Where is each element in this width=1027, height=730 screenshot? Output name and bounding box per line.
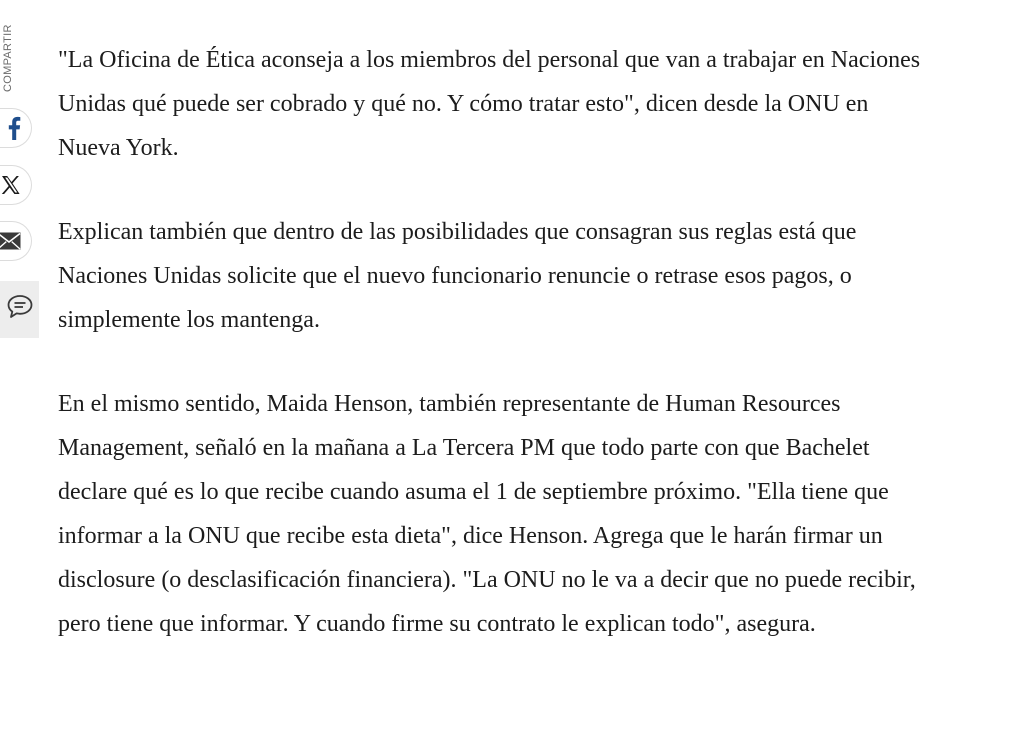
comment-icon (6, 294, 34, 325)
mail-icon (0, 232, 21, 250)
share-label: COMPARTIR (2, 24, 14, 92)
comments-button[interactable] (0, 281, 39, 338)
article-body (58, 38, 928, 686)
facebook-icon (7, 116, 21, 140)
share-x-button[interactable] (0, 165, 32, 205)
article-paragraph: "La Oficina de Ética aconseja a los miembros del personal que van a trabajar en Naciones Unidas qué puede ser cobrado y qué no. Y cómo tratar esto", dicen desde la ONU en Nueva York. (58, 47, 921, 161)
article-paragraph: En el mismo sentido, Maida Henson, también representante de Human Resources Management, señaló en la mañana a La Tercera PM que todo parte con que Bachelet declare qué es lo que recibe cuando asuma el 1 de septiembre próximo. "Ella tiene que informar a la ONU que recibe esta dieta", dice Henson. Agrega que le harán firmar un disclosure (o desclasificación financiera). "La ONU no le va a decir que no puede recibir, pero tiene que informar. Y cuando firme su contrato le explican todo", asegura. (58, 391, 916, 637)
share-rail (0, 0, 40, 340)
x-icon (1, 175, 21, 195)
share-email-button[interactable] (0, 221, 32, 261)
share-facebook-button[interactable] (0, 108, 32, 148)
article-paragraph: Explican también que dentro de las posibilidades que consagran sus reglas está que Naciones Unidas solicite que el nuevo funcionario renuncie o retrase esos pagos, o simplemente los mantenga. (58, 219, 857, 333)
